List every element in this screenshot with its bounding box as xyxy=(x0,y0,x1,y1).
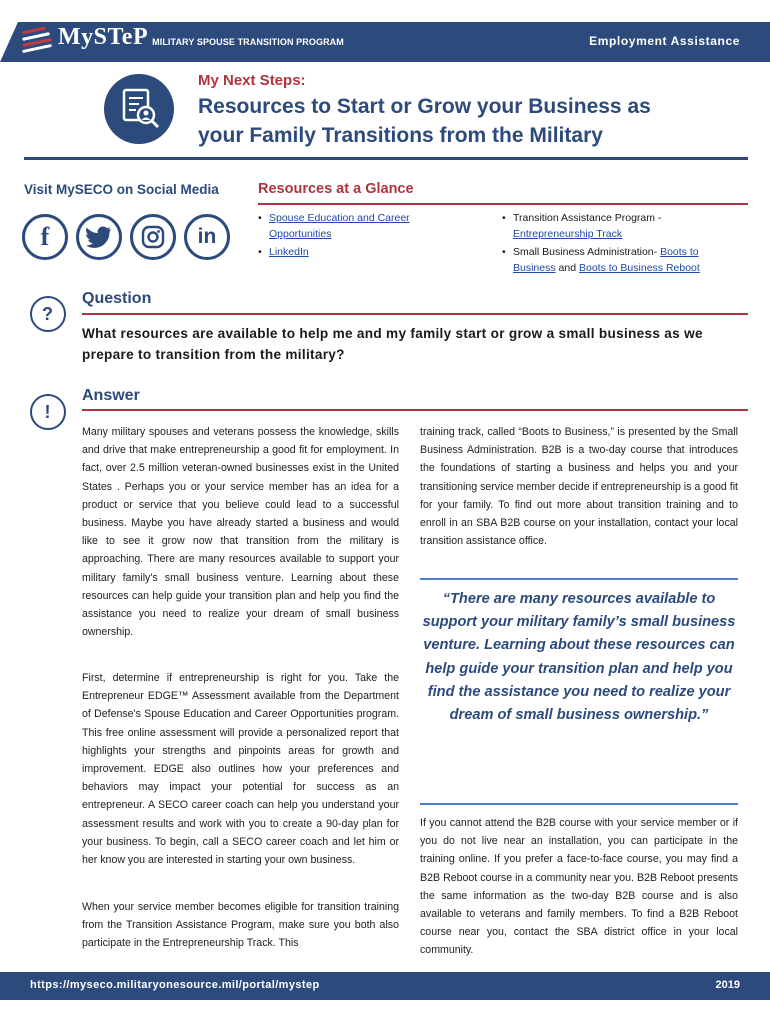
answer-left-paragraph-1: Many military spouses and veterans possess the knowledge, skills and drive that make entrepreneurship a good fit for employment. In fact, over 2.5 million veteran-owned businesses exist in the United States . Perhaps you or your service member has an idea for a product or service that you believe could lead to a successful business. Maybe you have already started a business and would like to see it grow now that transition from the military is approaching. There are many resources available to support your military family's small business venture. Learning about these resources can help guide your transition plan and help you find the assistance you need to realize your dream of small business ownership. xyxy=(82,426,399,639)
footer-url-link[interactable]: https://myseco.militaryonesource.mil/portal/mystep xyxy=(30,979,320,991)
mystep-logo[interactable] xyxy=(22,24,344,51)
linkedin-link[interactable]: LinkedIn xyxy=(269,246,309,258)
question-divider xyxy=(82,313,748,315)
page-title xyxy=(198,92,718,150)
list-item xyxy=(258,210,438,242)
list-item xyxy=(502,210,732,242)
list-item xyxy=(258,244,438,260)
section-tag: Employment Assistance xyxy=(589,34,740,48)
facebook-icon[interactable]: f xyxy=(22,214,68,260)
quote-top-rule xyxy=(420,578,738,580)
answer-divider xyxy=(82,409,748,411)
title-kicker: My Next Steps: xyxy=(198,72,306,89)
flag-stripes-icon xyxy=(22,25,52,51)
logo-text: MySTeP xyxy=(58,24,149,50)
page-title-line2: your Family Transitions from the Military xyxy=(198,124,603,147)
header-bar xyxy=(0,0,770,62)
glance-heading: Resources at a Glance xyxy=(258,181,414,197)
question-bubble-icon xyxy=(30,296,66,332)
twitter-icon[interactable] xyxy=(76,214,122,260)
answer-right-paragraph-2: If you cannot attend the B2B course with your service member or if you do not live near an installation, you can participate in the training online. If you prefer a face-to-face course, you may find a B2B Reboot course in a community near you. B2B Reboot presents the same information as the two-day B2B course and is also available to veterans and family members. To find a B2B Reboot course near you, contact the SBA district office in your local community. xyxy=(420,817,738,957)
title-divider xyxy=(24,157,748,160)
entrepreneurship-track-link[interactable]: Entrepreneurship Track xyxy=(513,228,623,240)
svg-text:!: ! xyxy=(44,402,51,422)
logo-subtitle: MILITARY SPOUSE TRANSITION PROGRAM xyxy=(152,36,344,47)
social-icons xyxy=(22,214,230,260)
question-text: What resources are available to help me and my family start or grow a small business as we prepare to transition from the military? xyxy=(82,326,703,362)
question-heading: Question xyxy=(82,290,152,307)
sba-label: Small Business Administration- xyxy=(513,246,658,258)
list-item xyxy=(502,244,732,276)
glance-list-right xyxy=(502,210,732,278)
svg-text:?: ? xyxy=(42,304,53,324)
glance-divider xyxy=(258,203,748,205)
footer-bar xyxy=(0,972,770,1000)
answer-right-paragraph-1: training track, called “Boots to Business,” is presented by the Small Business Administration. B2B is a two-day course that introduces the foundations of starting a business and helps you and your transitioning service member decide if entrepreneurship is a good fit for your family. To find out more about transition training and to enroll in an SBA B2B course on your installation, contact your local transition assistance office. xyxy=(420,426,738,548)
pull-quote: “There are many resources available to support your military family’s small business venture. Learning about these resources can help guide your transition plan and help you find the assistance you need to realize your dream of small business ownership.” xyxy=(422,591,736,724)
answer-left-paragraph-2: First, determine if entrepreneurship is right for you. Take the Entrepreneur EDGE™ Assessment available from the Department of Defense's Spouse Education and Career Opportunities program. This free online assessment will provide a personalized report that highlights your strengths and pinpoints areas for growth and improvement. EDGE also outlines how your preferences and behaviors may impact your potential for success as an entrepreneur. A SECO career coach can help you understand your assessment results and work with you to create a 90-day plan for your business. To begin, call a SECO career coach and let him or her know you are interested in starting your own business. xyxy=(82,672,399,867)
tap-label: Transition Assistance Program - xyxy=(513,212,662,224)
answer-heading: Answer xyxy=(82,387,140,404)
quote-bottom-rule xyxy=(420,803,738,805)
footer-year: 2019 xyxy=(715,979,740,991)
boots-to-business-reboot-link[interactable]: Boots to Business Reboot xyxy=(578,262,700,274)
exclamation-bubble-icon xyxy=(30,394,66,430)
page-title-line1: Resources to Start or Grow your Business as xyxy=(198,95,651,118)
and-text: and xyxy=(558,262,577,274)
social-heading: Visit MySECO on Social Media xyxy=(24,182,219,197)
seco-link[interactable]: Spouse Education and Career Opportunities xyxy=(269,212,410,240)
linkedin-icon[interactable]: in xyxy=(184,214,230,260)
glance-list-left xyxy=(258,210,438,262)
document-search-icon xyxy=(104,74,174,144)
answer-left-paragraph-3: When your service member becomes eligible for transition training from the Transition Assistance Program, make sure you both also participate in the Entrepreneurship Track. This xyxy=(82,901,399,950)
boots-to-business-link[interactable]: Boots to Business xyxy=(513,246,699,274)
instagram-icon[interactable] xyxy=(130,214,176,260)
